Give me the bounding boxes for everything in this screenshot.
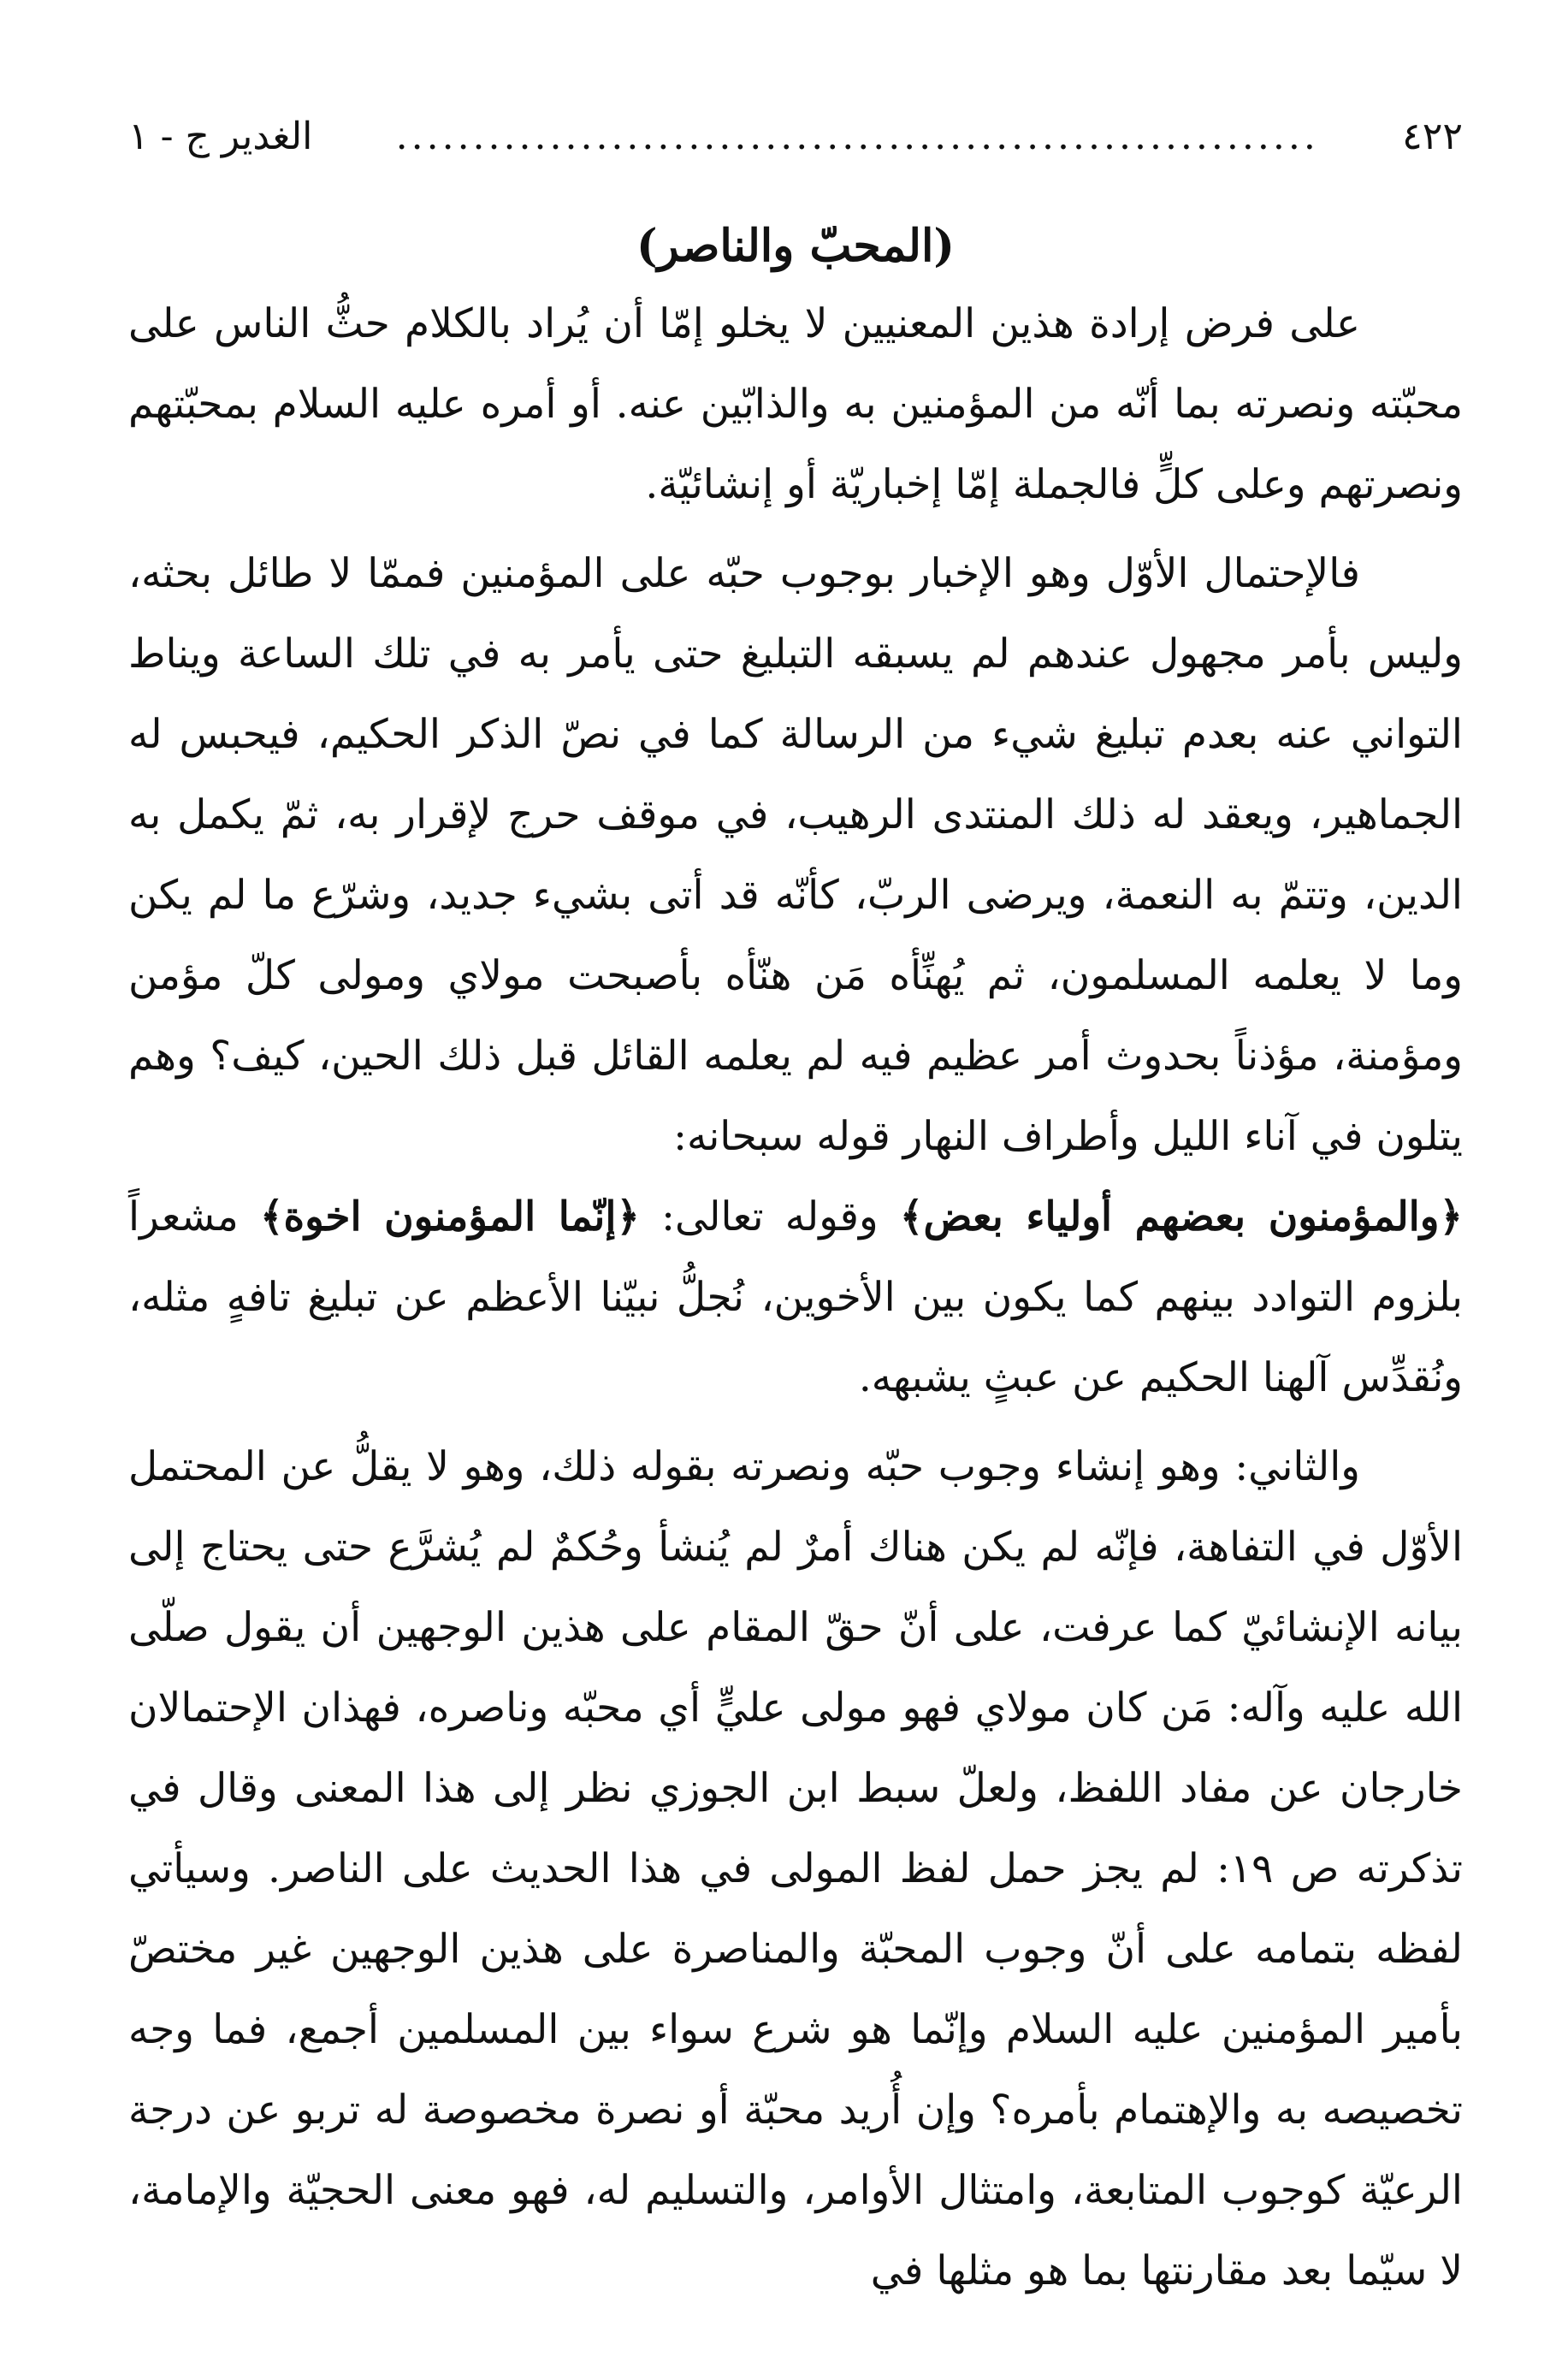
book-page [128, 111, 1463, 2312]
paragraph-2-text-1: فالإحتمال الأوّل وهو الإخبار بوجوب حبّه على المؤمنين فممّا لا طائل بحثه، وليس بأمر مجهول عندهم لم يسبقه التبليغ حتى يأمر به في تلك الساعة ويناط التواني عنه بعدم تبليغ شيء من الرسالة كما في نصّ الذكر الحكيم، فيحبس له الجماهير، ويعقد له ذلك المنتدى الرهيب، في موقف حرج لإقرار به، ثمّ يكمل به الدين، وتتمّ به النعمة، ويرضى الربّ، كأنّه قد أتى بشيء جديد، وشرّع ما لم يكن وما لا يعلمه المسلمون، ثم يُهنِّأه مَن هنّأه بأصبحت مولاي ومولى كلّ مؤمن ومؤمنة، مؤذناً بحدوث أمر عظيم فيه لم يعلمه القائل قبل ذلك الحين، كيف؟ وهم يتلون في آناء الليل وأطراف النهار قوله سبحانه: [128, 550, 1463, 1160]
paragraph-2 [128, 534, 1463, 1418]
paragraph-2-text-3: مشعراً بلزوم التوادد بينهم كما يكون بين الأخوين، نُجلُّ نبيّنا الأعظم عن تبليغ تافهٍ مثله، ونُقدِّس آلهنا الحكيم عن عبثٍ يشبهه. [128, 1193, 1463, 1401]
paragraph-1: على فرض إرادة هذين المعنيين لا يخلو إمّا أن يُراد بالكلام حثُّ الناس على محبّته ونصرته بما أنّه من المؤمنين به والذابّين عنه. أو أمره عليه السلام بمحبّتهم ونصرتهم وعلى كلٍّ فالجملة إمّا إخباريّة أو إنشائيّة. [128, 300, 1463, 508]
page-header [128, 111, 1463, 163]
section-title: (المحبّ والناصر) [636, 220, 956, 272]
paragraph-3: والثاني: وهو إنشاء وجوب حبّه ونصرته بقوله ذلك، وهو لا يقلُّ عن المحتمل الأوّل في التفاهة، فإنّه لم يكن هناك أمرٌ لم يُنشأ وحُكمٌ لم يُشرَّع حتى يحتاج إلى بيانه الإنشائيّ كما عرفت، على أنّ حقّ المقام على هذين الوجهين أن يقول صلّى الله عليه وآله: مَن كان مولاي فهو مولى عليٍّ أي محبّه وناصره، فهذان الإحتمالان خارجان عن مفاد اللفظ، ولعلّ سبط ابن الجوزي نظر إلى هذا المعنى وقال في تذكرته ص ١٩: لم يجز حمل لفظ المولى في هذا الحديث على الناصر. وسيأتي لفظه بتمامه على أنّ وجوب المحبّة والمناصرة على هذين الوجهين غير مختصّ بأمير المؤمنين عليه السلام وإنّما هو شرع سواء بين المسلمين أجمع، فما وجه تخصيصه به والإهتمام بأمره؟ وإن أُريد محبّة أو نصرة مخصوصة له تربو عن درجة الرعيّة كوجوب المتابعة، وامتثال الأوامر، والتسليم له، فهو معنى الحجيّة والإمامة، لا سيّما بعد مقارنتها بما هو مثلها في [128, 1443, 1463, 2294]
dotted-leader: ............................................................ [395, 115, 1319, 158]
quran-verse-1: والمؤمنون بعضهم أولياء بعض [923, 1193, 1440, 1240]
running-title: الغدير ج - ١ [128, 115, 313, 158]
quran-bracket-open: ﴿ [1439, 1193, 1463, 1240]
quran-bracket-open: ﴿ [616, 1193, 640, 1240]
quran-bracket-close: ﴾ [259, 1193, 284, 1240]
page-number: ٤٢٢ [1402, 115, 1463, 158]
quran-verse-2: إنّما المؤمنون اخوة [283, 1193, 617, 1240]
quran-bracket-close: ﴾ [899, 1193, 924, 1240]
paragraph-2-text-2: وقوله تعالى: [639, 1193, 900, 1240]
